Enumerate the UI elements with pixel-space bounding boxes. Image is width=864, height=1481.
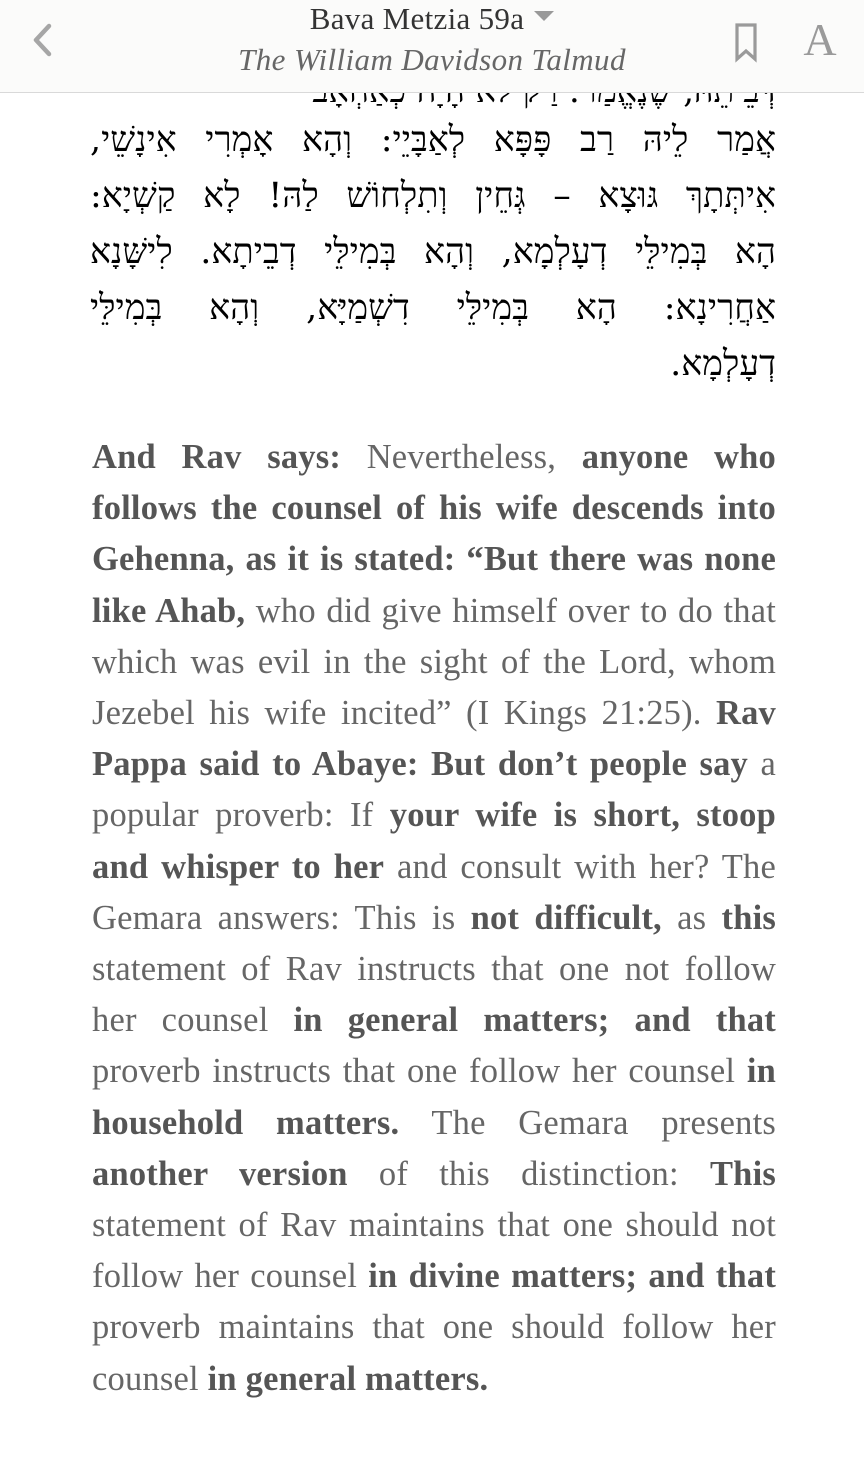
bold-text-segment: in general matters; and that <box>293 1001 776 1040</box>
bookmark-icon <box>733 22 761 62</box>
text-segment: as <box>661 898 722 937</box>
text-segment: a popular proverb: If <box>92 745 776 835</box>
bold-text-segment: This <box>709 1154 776 1193</box>
back-button[interactable] <box>22 18 62 62</box>
text-segment: proverb instructs that one follow her counsel <box>92 1052 747 1091</box>
title-area <box>150 0 714 80</box>
text-segment: proverb maintains that one should follow her counsel <box>92 1308 776 1398</box>
text-segment: The Gemara presents <box>399 1103 776 1142</box>
bold-text-segment: not difficult, <box>470 898 662 937</box>
top-bar <box>0 0 864 93</box>
bold-text-segment: in divine matters; and that <box>368 1257 777 1296</box>
text-segment: and consult with her? The Gemara answers: This is <box>92 847 776 937</box>
page-subtitle: The William Davidson Talmud <box>238 42 626 77</box>
hebrew-previous-line <box>90 93 776 103</box>
bold-text-segment: in general matters. <box>207 1359 489 1398</box>
bold-text-segment: in household matters. <box>92 1052 776 1142</box>
hebrew-line: אַחֲרִינָא: הָא בְּמִילֵּי דִשְׁמַיָּא, וְהָא בְּמִילֵּי <box>90 288 776 328</box>
hebrew-line: אֲמַר לֵיהּ רַב פָּפָּא לְאַבָּיֵי: וְהָא אָמְרִי אִינָשֵׁי, <box>90 120 776 160</box>
caret-down-icon[interactable] <box>534 11 554 21</box>
text-segment: Nevertheless, <box>366 438 582 476</box>
bold-text-segment: anyone who follows the counsel of his wife descends into Gehenna, as it is stated: “But there was none like Ahab, <box>92 438 776 630</box>
english-translation <box>92 432 776 1405</box>
bold-text-segment: this <box>721 898 777 937</box>
chevron-left-icon <box>30 20 54 60</box>
font-settings-button[interactable]: A <box>803 14 837 65</box>
title-selector[interactable] <box>310 0 555 38</box>
text-segment: of this distinction: <box>347 1154 710 1193</box>
bookmark-button[interactable] <box>733 22 761 62</box>
text-segment: statement of Rav instructs that one not follow her counsel <box>92 950 776 1040</box>
hebrew-text <box>90 112 776 392</box>
hebrew-line: אִיתְּתָךְ גּוּצָא – גְּחֵין וְתִלְחוֹשׁ לַהּ! לָא קַשְׁיָא: <box>90 176 776 216</box>
hebrew-line: הָא בְּמִילֵּי דְעָלְמָא, וְהָא בְּמִילֵּי דְבֵיתָא. לִישָּׁנָא <box>90 232 776 272</box>
bold-text-segment: And Rav says: <box>92 438 367 476</box>
text-segment: statement of Rav maintains that one should not follow her counsel <box>92 1206 776 1296</box>
bold-text-segment: another version <box>92 1154 348 1193</box>
hebrew-line: דְעָלְמָא. <box>670 344 776 384</box>
page-title[interactable]: Bava Metzia 59a <box>309 1 525 36</box>
bold-text-segment: your wife is short, stoop and whisper to her <box>92 796 776 886</box>
text-segment: who did give himself over to do that which was evil in the sight of the Lord, whom Jezebel his wife incited” (I Kings 21:25). <box>92 591 776 733</box>
bold-text-segment: Rav Pappa said to Abaye: But don’t people say <box>92 694 776 784</box>
